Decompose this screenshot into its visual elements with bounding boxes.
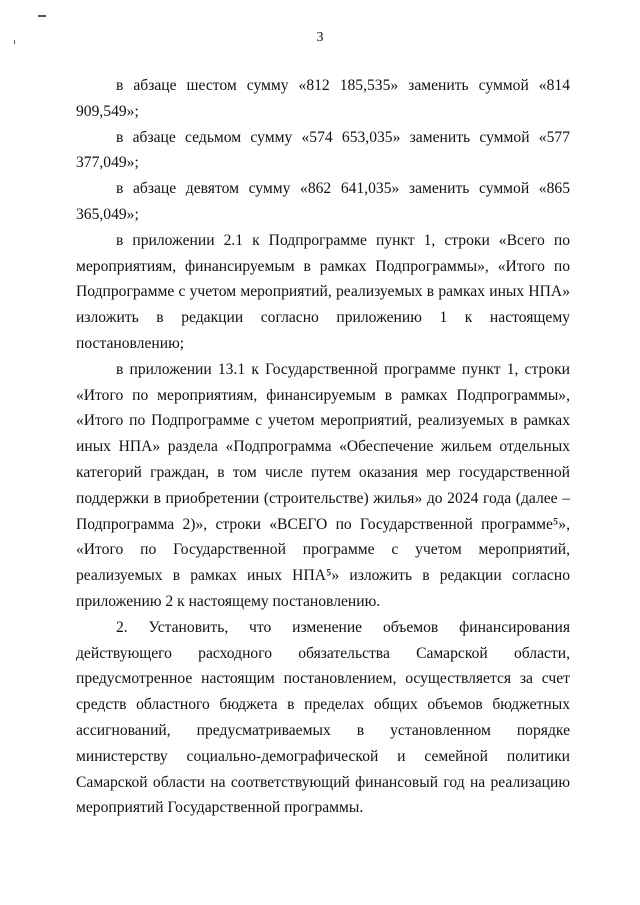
- scan-mark-top-left: [38, 15, 46, 17]
- paragraph: в абзаце шестом сумму «812 185,535» заменить суммой «814 909,549»;: [76, 77, 570, 120]
- paragraph: 2. Установить, что изменение объемов финансирования действующего расходного обязательства Самарской области, предусмотренное настоящим постановлением, осуществляется за счет средств областного бюджета в пределах общих объемов бюджетных ассигнований, предусматриваемых в установленном порядке министерству социально-демографической и семейной политики Самарской области на соответствующий финансовый год на реализацию мероприятий Государственной программы.: [76, 618, 570, 817]
- paragraph: в приложении 13.1 к Государственной программе пункт 1, строки «Итого по мероприятиям, финансируемым в рамках Подпрограммы», «Итого по Подпрограмме с учетом мероприятий, реализуемых в рамках иных НПА» раздела «Подпрограмма «Обеспечение жильем отдельных категорий граждан, в том числе путем оказания мер государственной поддержки в приобретении (строительстве) жилья» до 2024 года (далее – Подпрограмма 2)», строки «ВСЕГО по Государственной программе⁵», «Итого по Государственной программе с учетом мероприятий, реализуемых в рамках иных НПА⁵» изложить в редакции согласно приложению 2 к настоящему постановлению.: [76, 360, 570, 610]
- paragraph: в абзаце девятом сумму «862 641,035» заменить суммой «865 365,049»;: [76, 180, 570, 223]
- document-body: [76, 73, 570, 821]
- paragraph: в абзаце седьмом сумму «574 653,035» заменить суммой «577 377,049»;: [76, 128, 570, 172]
- page-number: 3: [316, 30, 324, 45]
- paragraph: в приложении 2.1 к Подпрограмме пункт 1, строки «Всего по мероприятиям, финансируемым в рамках Подпрограммы», «Итого по Подпрограмме с учетом мероприятий, реализуемых в рамках иных НПА» изложить в редакции согласно приложению 1 к настоящему постановлению;: [76, 231, 570, 352]
